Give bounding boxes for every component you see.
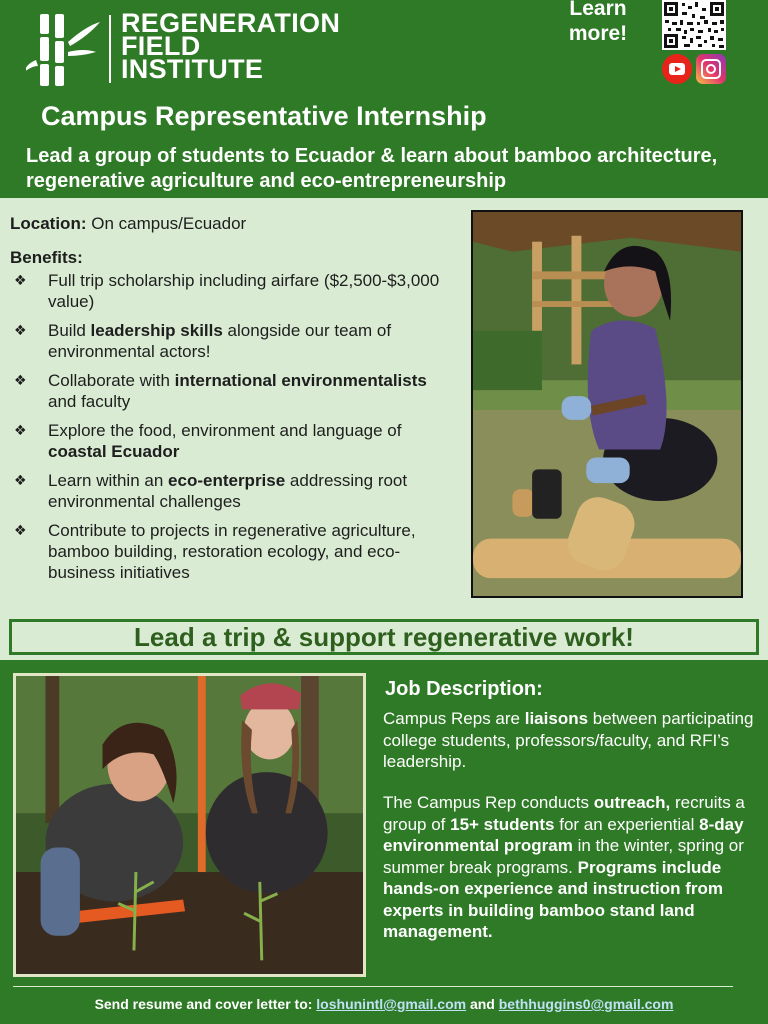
learn-more-link[interactable]: Learn more!: [568, 0, 628, 45]
photo-students-planting: [13, 673, 366, 977]
list-item: ❖ Learn within an eco-enterprise addressing root environmental challenges: [14, 471, 408, 511]
photo-bamboo-building: [471, 210, 743, 598]
list-item: ❖ Collaborate with international environmentalists and faculty: [14, 371, 427, 411]
divider: [13, 986, 733, 987]
benefits-list: [14, 270, 454, 591]
logo-divider: [109, 15, 111, 83]
header: [0, 0, 768, 198]
job-description-paragraph-2: The Campus Rep conducts outreach, recruits a group of 15+ students for an experiential 8-day environmental program in the winter, spring or summer break programs. Programs include hands-on experience and instruction from experts in building bamboo stand land management.: [383, 793, 745, 941]
list-item: ❖ Full trip scholarship including airfare ($2,500-$3,000 value): [14, 271, 440, 311]
job-description-paragraph-1: Campus Reps are liaisons between participating college students, professors/faculty, and RFI’s leadership.: [383, 709, 754, 771]
footer-contact: Send resume and cover letter to: loshunintl@gmail.com and bethhuggins0@gmail.com: [94, 996, 674, 1012]
bullet-icon: ❖: [14, 472, 27, 488]
youtube-icon[interactable]: [662, 54, 692, 84]
job-section: [0, 660, 768, 1024]
bullet-icon: ❖: [14, 272, 27, 288]
qr-code-icon[interactable]: [662, 0, 726, 50]
bullet-icon: ❖: [14, 372, 27, 388]
job-description-heading: Job Description:: [385, 678, 543, 700]
benefits-heading: Benefits:: [10, 248, 83, 267]
bullet-icon: ❖: [14, 422, 27, 438]
bullet-icon: ❖: [14, 522, 27, 538]
list-item: ❖ Contribute to projects in regenerative agriculture, bamboo building, restoration ecology, and eco-business initiatives: [14, 521, 416, 582]
page-title: Campus Representative Internship: [41, 101, 487, 131]
instagram-icon[interactable]: [696, 54, 726, 84]
location-line: Location: On campus/Ecuador: [10, 214, 247, 233]
list-item: ❖ Build leadership skills alongside our team of environmental actors!: [14, 321, 392, 361]
org-name: REGENERATION FIELD INSTITUTE: [121, 8, 341, 84]
bamboo-logo-icon: [26, 12, 106, 88]
email-link-1[interactable]: loshunintl@gmail.com: [316, 996, 467, 1012]
page-subtitle: Lead a group of students to Ecuador & learn about bamboo architecture, regenerative agriculture and eco-entrepreneurship: [26, 145, 718, 192]
benefits-section: [0, 198, 768, 660]
bullet-icon: ❖: [14, 322, 27, 338]
email-link-2[interactable]: bethhuggins0@gmail.com: [498, 996, 674, 1012]
banner-headline: Lead a trip & support regenerative work!: [9, 619, 759, 655]
list-item: ❖ Explore the food, environment and language of coastal Ecuador: [14, 421, 402, 461]
